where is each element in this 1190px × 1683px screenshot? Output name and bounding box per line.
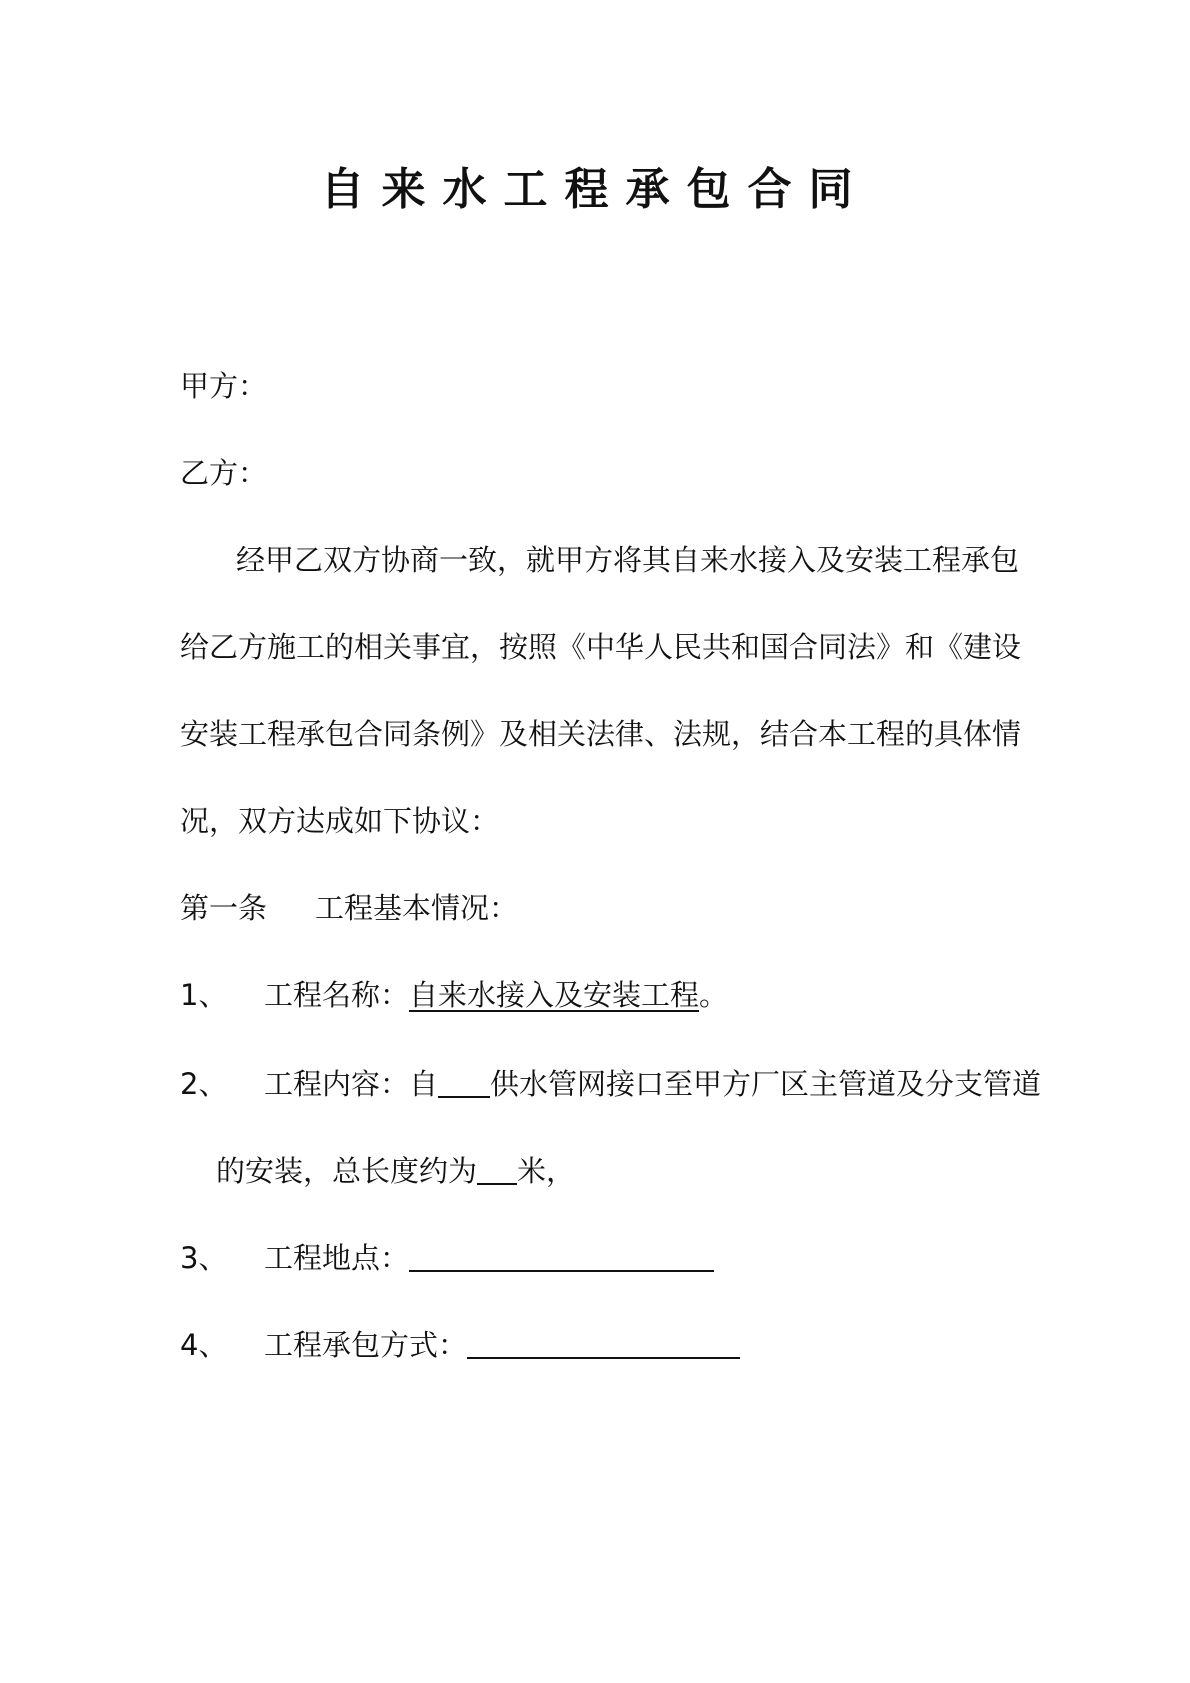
item-number: 1、 (180, 978, 228, 1012)
item-label: 工程内容：自 (264, 1067, 439, 1101)
item-text: 的安装，总长度约为 (216, 1154, 478, 1188)
blank-field[interactable] (438, 1066, 490, 1098)
article-1-heading (180, 888, 518, 928)
item-2 (180, 1062, 1041, 1104)
item-label: 工程承包方式： (264, 1328, 468, 1362)
item-4 (180, 1323, 740, 1365)
blank-field[interactable] (477, 1153, 517, 1185)
preamble-line-1: 经甲乙双方协商一致，就甲方将其自来水接入及安装工程承包 (236, 543, 1020, 577)
item-number: 2、 (180, 1067, 228, 1101)
article-title: 工程基本情况： (315, 891, 519, 925)
item-text: 米， (517, 1154, 576, 1188)
item-1 (180, 975, 728, 1015)
preamble-line-4: 况，双方达成如下协议： (180, 804, 500, 838)
item-label: 工程地点： (264, 1241, 410, 1275)
item-2-continuation (216, 1149, 575, 1191)
blank-field[interactable] (409, 1240, 714, 1272)
item-text: 供水管网接口至甲方厂区主管道及分支管道 (490, 1067, 1042, 1101)
party-b-line: 乙方： (180, 456, 268, 490)
document-title: 自来水工程承包合同 (320, 164, 870, 215)
party-a-line: 甲方： (180, 369, 268, 403)
item-label: 工程名称： (264, 978, 410, 1012)
item-number: 3、 (180, 1241, 228, 1275)
preamble-line-2: 给乙方施工的相关事宜，按照《中华人民共和国合同法》和《建设 (180, 630, 1022, 664)
project-name-value: 自来水接入及安装工程 (409, 978, 700, 1012)
item-number: 4、 (180, 1328, 228, 1362)
item-3 (180, 1236, 714, 1278)
blank-field[interactable] (467, 1327, 740, 1359)
item-suffix: 。 (699, 978, 729, 1012)
article-number: 第一条 (180, 891, 268, 925)
preamble-line-3: 安装工程承包合同条例》及相关法律、法规，结合本工程的具体情 (180, 717, 1022, 751)
